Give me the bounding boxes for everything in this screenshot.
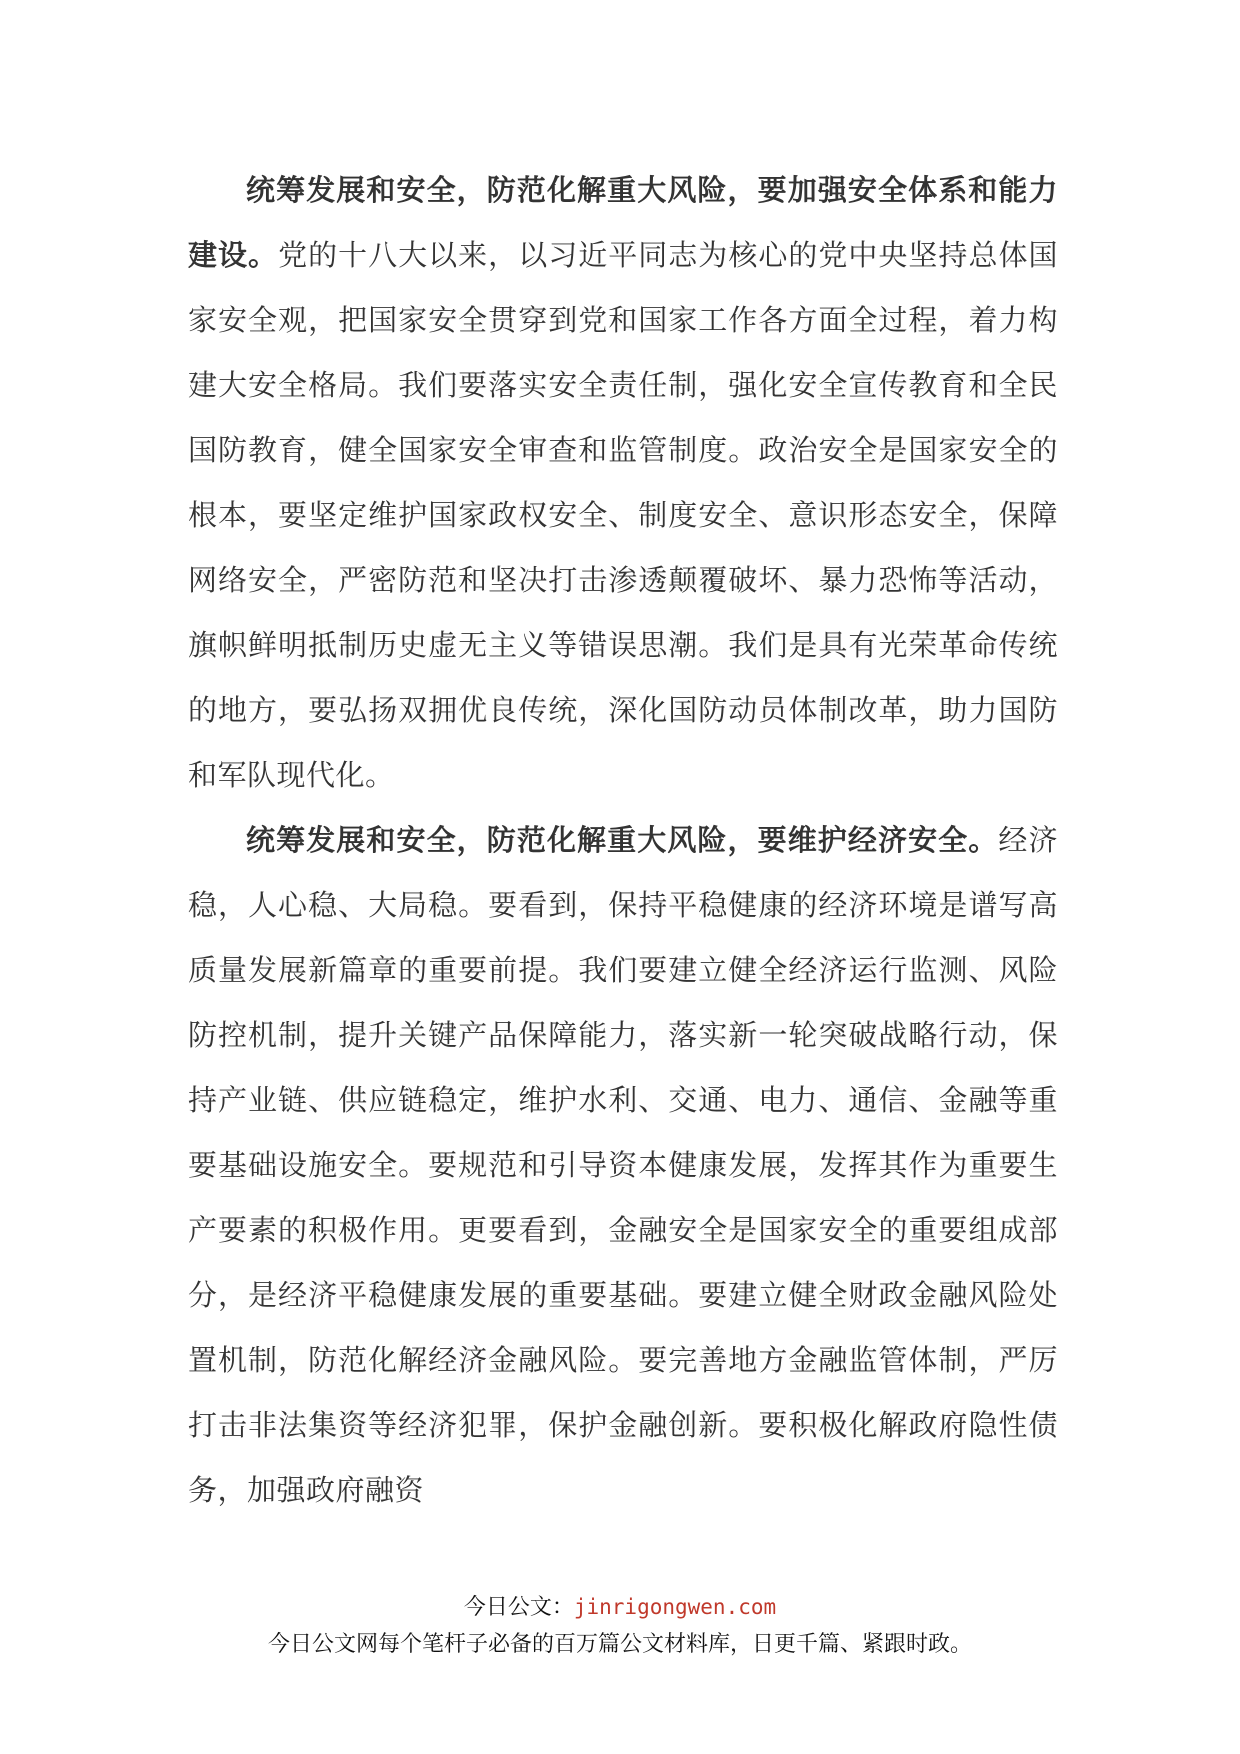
paragraph-lead: 统筹发展和安全，防范化解重大风险，要加强安全体系和能力建设。	[188, 173, 1058, 272]
document-body	[188, 158, 1058, 1523]
footer-site-link[interactable]: jinrigongwen.com	[573, 1595, 777, 1619]
paragraph-lead: 统筹发展和安全，防范化解重大风险，要维护经济安全。	[246, 823, 999, 857]
footer-site-label: 今日公文：	[463, 1595, 574, 1620]
footer-site	[0, 1592, 1240, 1623]
paragraph-text: 经济稳，人心稳、大局稳。要看到，保持平稳健康的经济环境是谱写高质量发展新篇章的重要前提。我们要建立健全经济运行监测、风险防控机制，提升关键产品保障能力，落实新一轮突破战略行动，保持产业链、供应链稳定，维护水利、交通、电力、通信、金融等重要基础设施安全。要规范和引导资本健康发展，发挥其作为重要生产要素的积极作用。更要看到，金融安全是国家安全的重要组成部分，是经济平稳健康发展的重要基础。要建立健全财政金融风险处置机制，防范化解经济金融风险。要完善地方金融监管体制，严厉打击非法集资等经济犯罪，保护金融创新。要积极化解政府隐性债务，加强政府融资	[188, 823, 1058, 1507]
paragraph-security-system	[188, 158, 1058, 808]
paragraph-text: 党的十八大以来，以习近平同志为核心的党中央坚持总体国家安全观，把国家安全贯穿到党和国家工作各方面全过程，着力构建大安全格局。我们要落实安全责任制，强化安全宣传教育和全民国防教育，健全国家安全审查和监管制度。政治安全是国家安全的根本，要坚定维护国家政权安全、制度安全、意识形态安全，保障网络安全，严密防范和坚决打击渗透颠覆破坏、暴力恐怖等活动，旗帜鲜明抵制历史虚无主义等错误思潮。我们是具有光荣革命传统的地方，要弘扬双拥优良传统，深化国防动员体制改革，助力国防和军队现代化。	[188, 238, 1058, 792]
footer-slogan: 今日公文网每个笔杆子必备的百万篇公文材料库，日更千篇、紧跟时政。	[267, 1632, 972, 1657]
paragraph-economic-security	[188, 808, 1058, 1523]
